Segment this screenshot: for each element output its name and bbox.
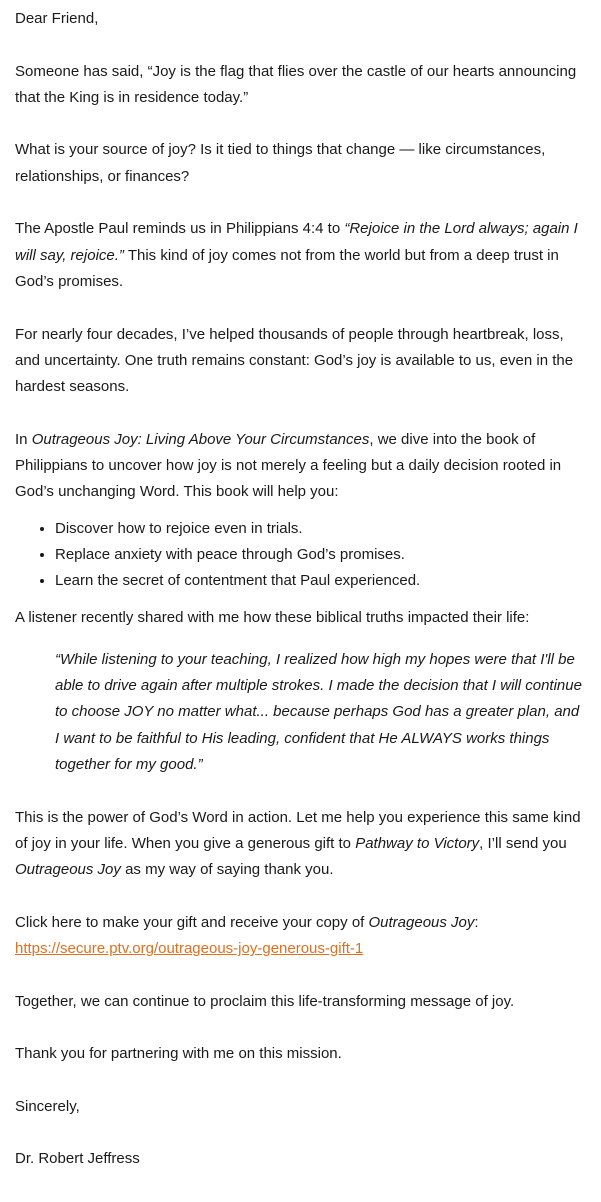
paragraph-together: Together, we can continue to proclaim this life-transforming message of joy. — [15, 992, 515, 1010]
paul-post: This kind of joy comes not from the world but from a deep trust in God’s promises. — [15, 246, 559, 290]
click-pre: Click here to make your gift and receive your copy of — [15, 913, 369, 931]
paragraph-thanks: Thank you for partnering with me on this mission. — [15, 1045, 342, 1063]
paragraph-decades: For nearly four decades, I’ve helped thousands of people through heartbreak, loss, and uncertainty. One truth remains constant: God’s joy is available to us, even in the hardest seasons. — [15, 325, 574, 396]
closing: Sincerely, — [15, 1097, 80, 1115]
paragraph-question: What is your source of joy? Is it tied to things that change — like circumstances, relationships, or finances? — [15, 141, 546, 185]
click-post: : — [474, 913, 479, 931]
signature: Dr. Robert Jeffress — [15, 1150, 140, 1168]
list-item: • Learn the secret of contentment that Paul experienced. — [55, 568, 586, 594]
list-item: • Replace anxiety with peace through God’s promises. — [55, 542, 586, 568]
power-pre: This is the power of God’s Word in action. Let me help you experience this same kind of joy in your life. When you give a generous gift to — [15, 808, 581, 852]
book-title: Outrageous Joy: Living Above Your Circumstances — [31, 430, 370, 448]
greeting: Dear Friend, — [15, 10, 99, 27]
power-mid: , I’ll send you — [479, 834, 567, 852]
ministry-name: Pathway to Victory — [355, 834, 480, 852]
gift-link[interactable]: https://secure.ptv.org/outrageous-joy-generous-gift-1 — [15, 940, 364, 958]
power-post: as my way of saying thank you. — [120, 861, 334, 879]
paragraph-book — [15, 427, 586, 506]
paragraph-click — [15, 910, 586, 963]
list-item: • Discover how to rejoice even in trials. — [55, 516, 586, 542]
book-post: , we dive into the book of Philippians to uncover how joy is not merely a feeling but a daily decision rooted in God’s unchanging Word. This book will help you: — [15, 430, 562, 501]
click-book-name: Outrageous Joy — [368, 913, 475, 931]
book-pre: In — [15, 430, 32, 448]
paragraph-quote: Someone has said, “Joy is the flag that flies over the castle of our hearts announcing that the King is in residence today.” — [15, 62, 577, 106]
benefits-list — [15, 516, 586, 595]
paragraph-paul — [15, 216, 586, 295]
paul-pre: The Apostle Paul reminds us in Philippians 4:4 to — [15, 220, 345, 238]
testimonial-quote: “While listening to your teaching, I realized how high my hopes were that I'll be able to drive again after multiple strokes. I made the decision that I will continue to choose JOY no matter what... because perhaps God has a greater plan, and I want to be faithful to His leading, confident that He ALWAYS works things together for my good.” — [55, 650, 582, 774]
scripture-quote: “Rejoice in the Lord always; again I will say, rejoice.” — [15, 220, 578, 264]
paragraph-power — [15, 805, 586, 884]
book-name: Outrageous Joy — [15, 861, 121, 879]
paragraph-listener: A listener recently shared with me how these biblical truths impacted their life: — [15, 608, 530, 626]
